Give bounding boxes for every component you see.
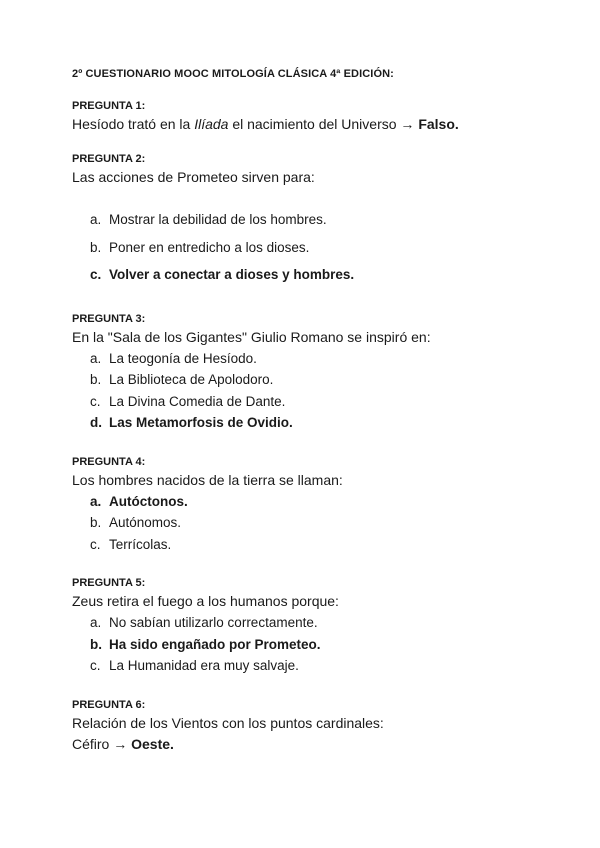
question-label: PREGUNTA 2: <box>72 153 146 165</box>
option-item-correct <box>90 261 552 289</box>
option-item <box>90 369 552 391</box>
option-text: Volver a conectar a dioses y hombres. <box>109 267 355 282</box>
question-label: PREGUNTA 3: <box>72 312 146 325</box>
question-text: En la "Sala de los Gigantes" Giulio Romano se inspiró en: <box>72 328 431 345</box>
option-item <box>90 534 552 556</box>
option-letter: b. <box>90 372 102 387</box>
option-text: Autóctonos. <box>109 493 188 509</box>
options-list <box>72 206 552 289</box>
question-6 <box>72 697 552 755</box>
option-item <box>90 655 552 677</box>
option-letter: a. <box>90 212 102 227</box>
option-item <box>90 612 552 634</box>
option-item <box>90 206 552 234</box>
question-text: Relación de los Vientos con los puntos cardinales: <box>72 714 384 731</box>
option-text: No sabían utilizarlo correctamente. <box>109 615 318 630</box>
question-text: Zeus retira el fuego a los humanos porque: <box>72 593 339 609</box>
question-text-italic: Ilíada <box>194 116 229 132</box>
question-text-after: el nacimiento del Universo → <box>228 116 419 132</box>
option-text: La Divina Comedia de Dante. <box>109 393 286 409</box>
question-text-before: Hesíodo trató en la <box>72 116 195 132</box>
options-list <box>72 612 552 677</box>
option-letter: a. <box>90 615 102 630</box>
option-letter: c. <box>90 536 101 552</box>
option-item-correct <box>90 491 552 513</box>
option-text: La Biblioteca de Apolodoro. <box>109 372 274 387</box>
question-label: PREGUNTA 4: <box>72 455 146 468</box>
option-letter: d. <box>90 415 102 430</box>
options-list <box>72 348 552 434</box>
option-text: Ha sido engañado por Prometeo. <box>109 636 321 652</box>
option-letter: c. <box>90 658 101 673</box>
question-4 <box>72 454 552 556</box>
option-item <box>90 234 552 262</box>
option-item <box>90 512 552 534</box>
option-item <box>90 348 552 370</box>
option-letter: a. <box>90 493 102 509</box>
wind-name: Céfiro → <box>72 735 132 752</box>
question-label: PREGUNTA 1: <box>72 100 146 112</box>
question-5 <box>72 575 552 677</box>
option-letter: b. <box>90 515 102 530</box>
option-text: La Humanidad era muy salvaje. <box>109 658 299 673</box>
option-item-correct <box>90 412 552 434</box>
option-item-correct <box>90 634 552 656</box>
option-text: Las Metamorfosis de Ovidio. <box>109 415 293 430</box>
option-letter: b. <box>90 239 102 255</box>
question-2 <box>72 151 552 289</box>
wind-direction-pair <box>72 734 552 755</box>
question-label: PREGUNTA 5: <box>72 577 146 589</box>
question-text: Los hombres nacidos de la tierra se llaman: <box>72 471 343 488</box>
option-letter: c. <box>90 267 102 282</box>
option-text: Poner en entredicho a los dioses. <box>109 239 310 255</box>
option-text: Terrícolas. <box>109 536 172 552</box>
option-text: Autónomos. <box>109 515 182 530</box>
question-3 <box>72 311 552 434</box>
document-page <box>72 66 552 755</box>
question-1 <box>72 98 552 135</box>
question-text: Las acciones de Prometeo sirven para: <box>72 169 315 185</box>
question-label: PREGUNTA 6: <box>72 698 146 711</box>
answer-text: Falso. <box>418 116 459 132</box>
option-letter: a. <box>90 350 102 366</box>
option-letter: b. <box>90 636 102 652</box>
document-title: 2º CUESTIONARIO MOOC MITOLOGÍA CLÁSICA 4ª EDICIÓN: <box>72 68 394 80</box>
question-text <box>72 114 552 135</box>
options-list <box>72 491 552 556</box>
option-item <box>90 391 552 413</box>
option-text: Mostrar la debilidad de los hombres. <box>109 212 327 227</box>
option-text: La teogonía de Hesíodo. <box>109 350 257 366</box>
answer-text: Oeste. <box>131 735 174 752</box>
option-letter: c. <box>90 393 101 409</box>
